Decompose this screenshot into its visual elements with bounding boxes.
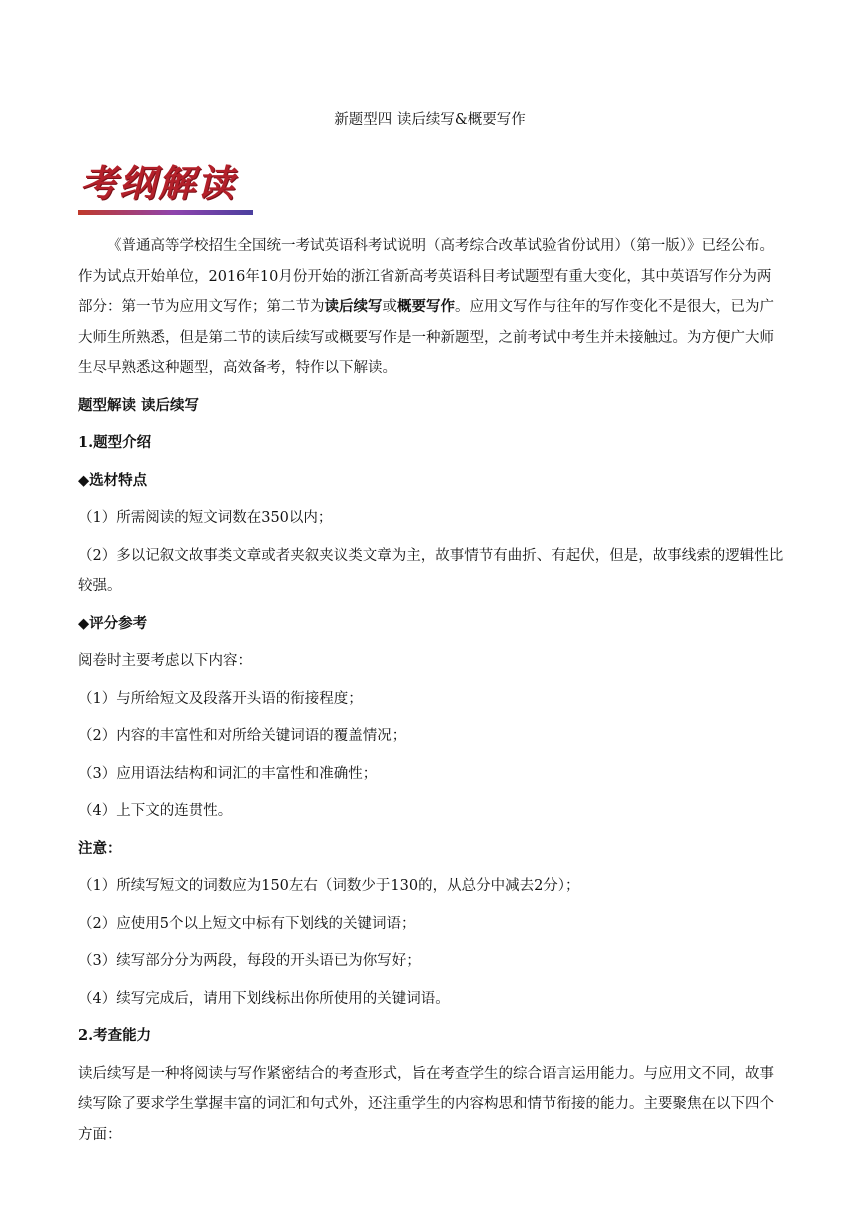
banner-text: 考纲解读 xyxy=(80,161,236,205)
intro-bold-2: 概要写作 xyxy=(397,298,455,315)
section-heading: 题型解读 读后续写 xyxy=(78,396,200,414)
banner xyxy=(78,160,253,216)
intro-text-1: 《普通高等学校招生全国统一考试英语科考试说明（高考综合改革试验省份试用）（第一版）》已经公布。作为试点开始单位，2016年10月份开始的浙江省新高考英语科目考试题型有重大变化，其中英语写作分为两部分：第一节为应用文写作；第二节为 xyxy=(78,238,774,315)
intro-paragraph xyxy=(78,231,784,384)
intro-bold-1: 读后续写 xyxy=(324,298,383,315)
note-item: （4）续写完成后，请用下划线标出你所使用的关键词语。 xyxy=(78,990,450,1007)
s1-heading: 1.题型介绍 xyxy=(78,434,152,451)
s2-heading: 2.考查能力 xyxy=(78,1027,152,1044)
scoring-lead: 阅卷时主要考虑以下内容： xyxy=(78,653,252,669)
scoring-item: （2）内容的丰富性和对所给关键词语的覆盖情况； xyxy=(78,728,407,744)
material-item: （1）所需阅读的短文词数在350以内； xyxy=(78,510,333,526)
note-heading: 注意： xyxy=(78,839,122,857)
note-item: （1）所续写短文的词数应为150左右（词数少于130的，从总分中减去2分）； xyxy=(78,878,580,894)
s2-paragraph: 读后续写是一种将阅读与写作紧密结合的考查形式，旨在考查学生的综合语言运用能力。与应用文不同，故事续写除了要求学生掌握丰富的词汇和句式外，还注重学生的内容构思和情节衔接的能力。主要聚焦在以下四个方面： xyxy=(78,1065,774,1143)
note-item: （3）续写部分分为两段，每段的开头语已为你写好； xyxy=(78,953,421,969)
scoring-item: （3）应用语法结构和词汇的丰富性和准确性； xyxy=(78,765,378,782)
scoring-heading: ◆评分参考 xyxy=(78,614,148,632)
scoring-item: （4）上下文的连贯性。 xyxy=(78,803,233,819)
material-heading: ◆选材特点 xyxy=(78,471,148,489)
scoring-item: （1）与所给短文及段落开头语的衔接程度； xyxy=(78,690,363,707)
intro-or: 或 xyxy=(382,299,397,315)
note-item: （2）应使用5个以上短文中标有下划线的关键词语； xyxy=(78,915,416,932)
material-item: （2）多以记叙文故事类文章或者夹叙夹议类文章为主，故事情节有曲折、有起伏，但是，故事线索的逻辑性比较强。 xyxy=(78,547,784,594)
intro-text-2: 。应用文写作与往年的写作变化不是很大，已为广大师生所熟悉，但是第二节的读后续写或概要写作是一种新题型，之前考试中考生并未接触过。为方便广大师生尽早熟悉这种题型，高效备考，特作以下解读。 xyxy=(78,299,774,376)
document-title: 新题型四 读后续写&概要写作 xyxy=(334,112,526,128)
document-body xyxy=(78,231,784,1157)
banner-underline xyxy=(78,210,253,215)
